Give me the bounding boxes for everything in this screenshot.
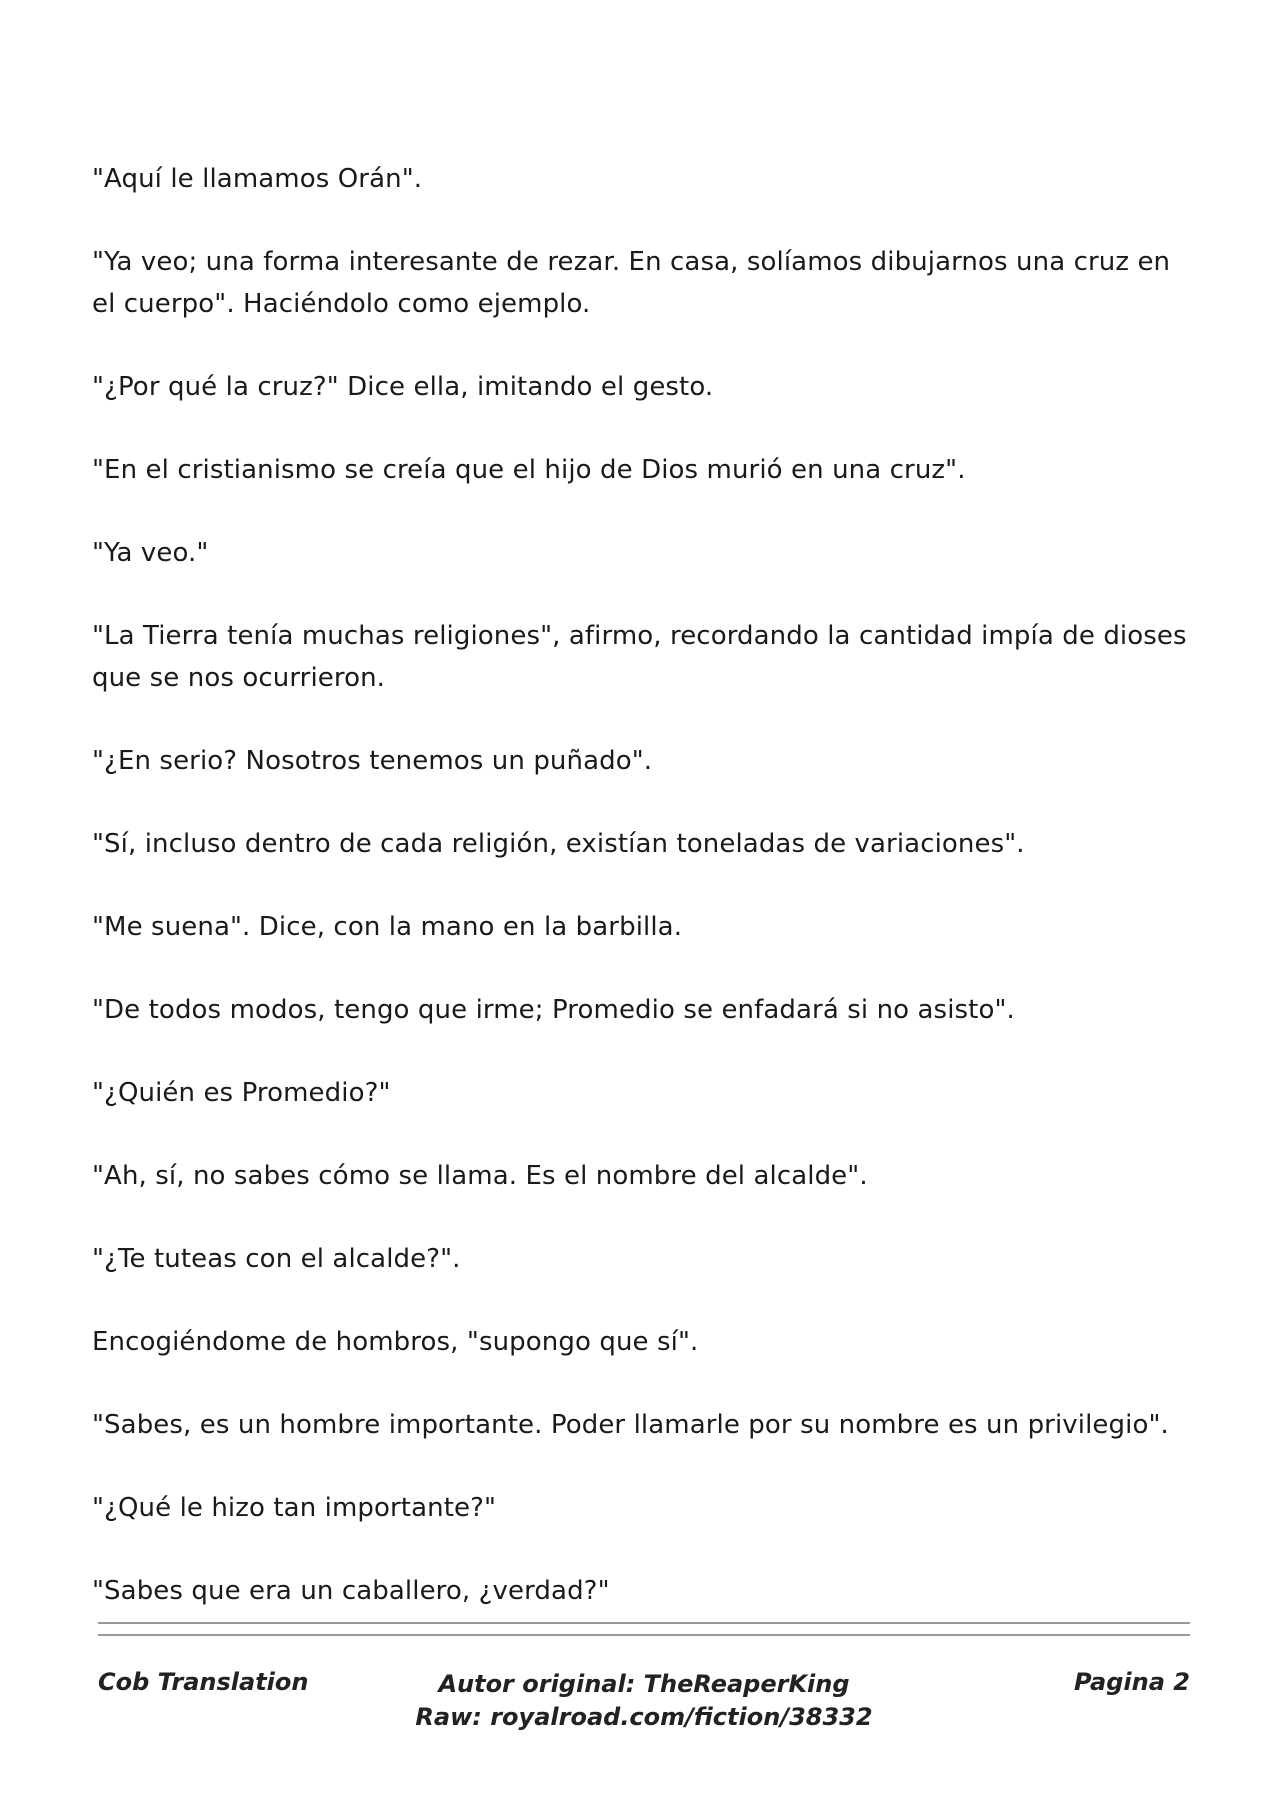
page-footer bbox=[98, 1664, 1190, 1744]
paragraph: "¿Qué le hizo tan importante?" bbox=[92, 1493, 497, 1523]
footer-page-number: Pagina 2 bbox=[1074, 1668, 1190, 1696]
paragraph: "Ah, sí, no sabes cómo se llama. Es el nombre del alcalde". bbox=[92, 1161, 868, 1191]
paragraph: "¿Quién es Promedio?" bbox=[92, 1078, 391, 1108]
page-body bbox=[92, 158, 1192, 1653]
paragraph: "En el cristianismo se creía que el hijo de Dios murió en una cruz". bbox=[92, 455, 966, 485]
footer-translator: Cob Translation bbox=[98, 1668, 309, 1696]
paragraph: Encogiéndome de hombros, "supongo que sí". bbox=[92, 1327, 699, 1357]
footer-raw-source: Raw: royalroad.com/fiction/38332 bbox=[415, 1703, 873, 1731]
paragraph: "De todos modos, tengo que irme; Promedio se enfadará si no asisto". bbox=[92, 995, 1015, 1025]
paragraph: "Me suena". Dice, con la mano en la barbilla. bbox=[92, 912, 683, 942]
footer-divider-bottom bbox=[98, 1634, 1190, 1636]
paragraph: "Aquí le llamamos Orán". bbox=[92, 164, 423, 194]
footer-divider-top bbox=[98, 1622, 1190, 1624]
paragraph: "Sabes que era un caballero, ¿verdad?" bbox=[92, 1576, 610, 1606]
paragraph: "¿En serio? Nosotros tenemos un puñado". bbox=[92, 746, 653, 776]
footer-credits bbox=[98, 1668, 1190, 1734]
paragraph: "¿Te tuteas con el alcalde?". bbox=[92, 1244, 461, 1274]
paragraph: "La Tierra tenía muchas religiones", afirmo, recordando la cantidad impía de dioses que se nos ocurrieron. bbox=[92, 621, 1187, 693]
paragraph: "Sí, incluso dentro de cada religión, existían toneladas de variaciones". bbox=[92, 829, 1025, 859]
paragraph: "Ya veo." bbox=[92, 538, 209, 568]
footer-author: Autor original: TheReaperKing bbox=[438, 1670, 850, 1698]
paragraph: "Ya veo; una forma interesante de rezar. En casa, solíamos dibujarnos una cruz en el cuerpo". Haciéndolo como ejemplo. bbox=[92, 247, 1171, 319]
paragraph: "¿Por qué la cruz?" Dice ella, imitando el gesto. bbox=[92, 372, 714, 402]
paragraph: "Sabes, es un hombre importante. Poder llamarle por su nombre es un privilegio". bbox=[92, 1410, 1169, 1440]
